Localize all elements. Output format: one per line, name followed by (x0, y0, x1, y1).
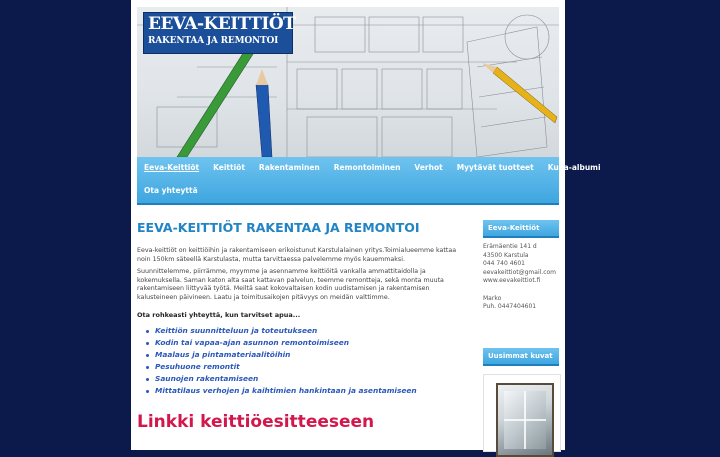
nav-item-remontoiminen[interactable]: Remontoiminen (333, 163, 401, 172)
service-item[interactable]: Mittatilaus verhojen ja kaihtimien hankintaan ja asentamiseen (155, 386, 417, 395)
nav-item-ota-yhteytta[interactable]: Ota yhteyttä (144, 186, 198, 195)
sidebar-images-title: Uusimmat kuvat (488, 352, 553, 360)
contact-phone: Puh. 0447404601 (483, 303, 537, 311)
nav-row-1 (137, 157, 608, 179)
pencil-icon (256, 69, 272, 157)
latest-image-thumbnail[interactable] (483, 374, 561, 452)
phone-number: 044 740 4601 (483, 260, 525, 268)
header-banner (137, 7, 559, 157)
page-container (131, 0, 601, 450)
yellow-pencil-icon (482, 63, 557, 123)
service-item[interactable]: Saunojen rakentamiseen (155, 373, 417, 385)
nav-item-myytavat-tuotteet[interactable]: Myytävät tuotteet (456, 163, 534, 172)
logo-title: EEVA-KEITTIÖT (148, 14, 296, 34)
site-logo[interactable] (143, 12, 296, 54)
sidebar-contact-title: Eeva-Keittiöt (488, 224, 540, 232)
brochure-link[interactable]: Linkki keittiöesitteeseen (137, 412, 375, 432)
contact-person: Marko (483, 294, 502, 302)
address-line: 43500 Karstula (483, 251, 529, 259)
services-paragraph: Suunnittelemme, piirrämme, myymme ja asennamme keittiöitä vankalla ammattitaidolla ja kokemuksella. Saman katon alta saat kattavan palvelun, teemme remontteja, sekä monta muuta rakentamiseen liittyvää työtä. Meiltä saat kokovaltaisen kodin uudistamisen ja rakentamisen kalusteineen päivineen. Laatu ja toimitusaikojen pitävyys on meidän valttimme. (137, 268, 444, 301)
service-item[interactable]: Maalaus ja pintamateriaalitöihin (155, 349, 417, 361)
ruler-icon (177, 47, 255, 157)
sidebar-contact-header (483, 220, 559, 238)
logo-subtitle: RAKENTAA JA REMONTOI (148, 36, 279, 46)
sidebar (483, 212, 559, 450)
nav-item-verhot[interactable]: Verhot (414, 163, 443, 172)
service-item[interactable]: Pesuhuone remontit (155, 361, 417, 373)
nav-item-keittiot[interactable]: Keittiöt (213, 163, 245, 172)
main-content (137, 212, 465, 450)
contact-info (483, 243, 556, 312)
service-item[interactable]: Kodin tai vapaa-ajan asunnon remontoimiseen (155, 337, 417, 349)
sidebar-images-header (483, 348, 559, 366)
nav-item-rakentaminen[interactable]: Rakentaminen (258, 163, 320, 172)
address-line: Erämäentie 141 d (483, 243, 537, 250)
main-navigation (137, 157, 601, 205)
nav-item-eeva-keittiot[interactable]: Eeva-Keittiöt (144, 163, 200, 172)
intro-paragraph: Eeva-keittiöt on keittiöihin ja rakentamiseen erikoistunut Karstulalainen yritys.Toimialueemme kattaa noin 150km säteellä Karstulasta, mutta tarvittaessa palvelemme myös kauemmaksi. (137, 247, 457, 263)
service-item[interactable]: Keittiön suunnitteluun ja toteutukseen (155, 325, 417, 337)
services-list (155, 325, 417, 397)
page-title: EEVA-KEITTIÖT RAKENTAA JA REMONTOI (137, 220, 420, 235)
glass-block-image (496, 383, 554, 457)
contact-prompt: Ota rohkeasti yhteyttä, kun tarvitset apua... (137, 311, 301, 319)
nav-item-kuva-albumi[interactable]: Kuva-albumi (547, 163, 601, 172)
email-address[interactable]: eevakeittiot@gmail.com (483, 268, 557, 276)
website-address[interactable]: www.eevakeittiot.fi (483, 277, 541, 285)
nav-row-2 (137, 180, 205, 202)
